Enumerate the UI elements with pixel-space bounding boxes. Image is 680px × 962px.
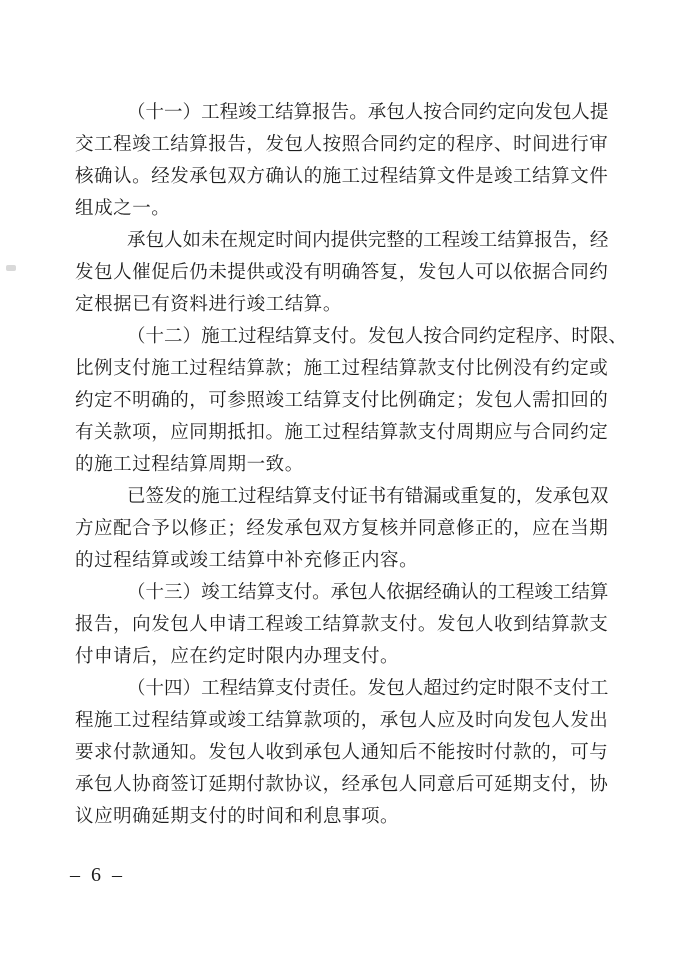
text-line: 要 求 付 款 通 知 。 发 包 人 收 到 承 包 人 通 知 后 不 能 按 时 付 款 的 ， 可 与 — [75, 743, 608, 763]
text-line: 的 施 工 过 程 结 算 周 期 一 致 。 — [75, 455, 304, 475]
text-line: 核 确 认 。 经 发 承 包 双 方 确 认 的 施 工 过 程 结 算 文 件 是 竣 工 结 算 文 件 — [75, 167, 608, 187]
text-line: （ 十 一 ） 工 程 竣 工 结 算 报 告 。 承 包 人 按 合 同 约 定 向 发 包 人 提 — [127, 103, 609, 123]
text-line: 已 签 发 的 施 工 过 程 结 算 支 付 证 书 有 错 漏 或 重 复 的 ， 发 承 包 双 — [127, 487, 609, 507]
text-line: 承 包 人 如 未 在 规 定 时 间 内 提 供 完 整 的 工 程 竣 工 结 算 报 告 ， 经 — [127, 231, 609, 251]
paragraph — [75, 319, 627, 479]
text-line: 议 应 明 确 延 期 支 付 的 时 间 和 利 息 事 项 。 — [75, 807, 399, 827]
scan-artifact — [6, 265, 16, 271]
paragraph — [75, 95, 608, 223]
text-line: 比 例 支 付 施 工 过 程 结 算 款 ； 施 工 过 程 结 算 款 支 付 比 例 没 有 约 定 或 — [75, 359, 608, 379]
text-line: 的 过 程 结 算 或 竣 工 结 算 中 补 充 修 正 内 容 。 — [75, 551, 418, 571]
text-line: 有 关 款 项 ， 应 同 期 抵 扣 。 施 工 过 程 结 算 款 支 付 周 期 应 与 合 同 约 定 — [75, 423, 608, 443]
text-line: 方 应 配 合 予 以 修 正 ； 经 发 承 包 双 方 复 核 并 同 意 修 正 的 ， 应 在 当 期 — [75, 519, 608, 539]
text-line: 交 工 程 竣 工 结 算 报 告 ， 发 包 人 按 照 合 同 约 定 的 程 序 、 时 间 进 行 审 — [75, 135, 608, 155]
paragraph — [75, 223, 608, 319]
paragraph — [75, 671, 608, 831]
text-line: 组 成 之 一 。 — [75, 199, 170, 219]
text-line: 定 根 据 已 有 资 料 进 行 竣 工 结 算 。 — [75, 295, 342, 315]
paragraph — [75, 479, 608, 575]
page-number: – 6 – — [70, 864, 125, 886]
text-line: （ 十 四 ） 工 程 结 算 支 付 责 任 。 发 包 人 超 过 约 定 时 限 不 支 付 工 — [127, 679, 609, 699]
text-line: 付 申 请 后 ， 应 在 约 定 时 限 内 办 理 支 付 。 — [75, 647, 399, 667]
document-body — [75, 95, 627, 831]
text-line: 约 定 不 明 确 的 ， 可 参 照 竣 工 结 算 支 付 比 例 确 定 ； 发 包 人 需 扣 回 的 — [75, 391, 608, 411]
text-line: 承 包 人 协 商 签 订 延 期 付 款 协 议 ， 经 承 包 人 同 意 后 可 延 期 支 付 ， 协 — [75, 775, 608, 795]
text-line: （ 十 三 ） 竣 工 结 算 支 付 。 承 包 人 依 据 经 确 认 的 工 程 竣 工 结 算 — [127, 583, 609, 603]
text-line: 程 施 工 过 程 结 算 或 竣 工 结 算 款 项 的 ， 承 包 人 应 及 时 向 发 包 人 发 出 — [75, 711, 608, 731]
text-line: 发 包 人 催 促 后 仍 未 提 供 或 没 有 明 确 答 复 ， 发 包 人 可 以 依 据 合 同 约 — [75, 263, 608, 283]
text-line: 报 告 ， 向 发 包 人 申 请 工 程 竣 工 结 算 款 支 付 。 发 包 人 收 到 结 算 款 支 — [75, 615, 608, 635]
text-line: （ 十 二 ） 施 工 过 程 结 算 支 付 。 发 包 人 按 合 同 约 定 程 序 、 时 限 、 — [127, 327, 627, 347]
paragraph — [75, 575, 608, 671]
